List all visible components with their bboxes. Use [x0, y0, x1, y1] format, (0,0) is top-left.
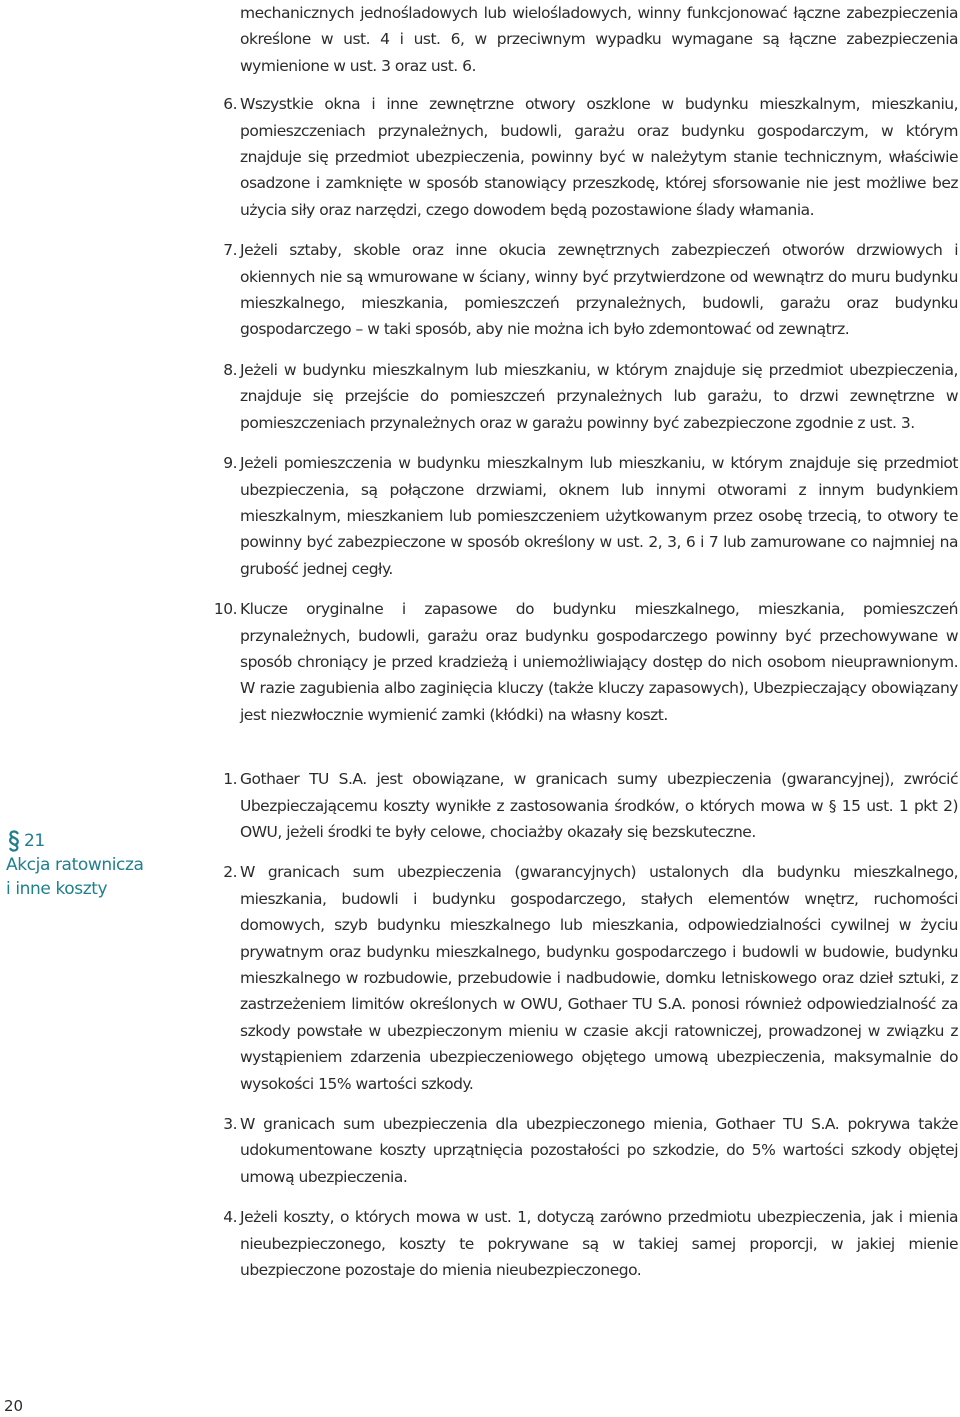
list-item-7	[223, 237, 958, 343]
item-text: Jeżeli sztaby, skoble oraz inne okucia zewnętrznych zabezpieczeń otworów drzwiowych i okiennych nie są wmurowane w ściany, winny być przytwierdzone od wewnątrz do muru budynku mieszkalnego, mieszkania, pomieszczeń przynależnych, budowli, garażu oraz budynku gospodarczego – w taki sposób, aby nie można ich było zdemontować od zewnątrz.	[240, 241, 958, 339]
section21-item-4	[223, 1204, 958, 1283]
section-sign-icon	[6, 830, 22, 852]
list-item-6	[223, 91, 958, 223]
section21-item-2	[223, 859, 958, 1097]
section21-item-3	[223, 1111, 958, 1190]
item-text: W granicach sum ubezpieczenia (gwarancyjnych) ustalonych dla budynku mieszkalnego, mieszkania, budowli i budynku gospodarczego, stałych elementów wnętrz, ruchomości domowych, szyb budynku mieszkalnego lub mieszkania, odpowiedzialności cywilnej w życiu prywatnym oraz budynku mieszkalnego, budynku gospodarczego i budowli w budowie, budynku mieszkalnego w rozbudowie, przebudowie i nadbudowie, domku letniskowego oraz dzieł sztuki, z zastrzeżeniem limitów określonych w OWU, Gothaer TU S.A. ponosi również odpowiedzialność za szkody powstałe w ubezpieczonym mieniu w czasie akcji ratowniczej, prowadzonej w związku z wystąpieniem zdarzenia ubezpieczeniowego objętego umową ubezpieczenia, maksymalnie do wysokości 15% wartości szkody.	[240, 863, 958, 1093]
page-number: 20	[4, 1397, 24, 1415]
section-title-line2: i inne koszty	[6, 879, 108, 899]
item-text: Jeżeli koszty, o których mowa w ust. 1, dotyczą zarówno przedmiotu ubezpieczenia, jak i mienia nieubezpieczonego, koszty te pokrywane są w takiej samej proporcji, w jakiej mienie ubezpieczone pozostaje do mienia nieubezpieczonego.	[240, 1208, 958, 1280]
item-text: Jeżeli w budynku mieszkalnym lub mieszkaniu, w którym znajduje się przedmiot ubezpieczenia, znajduje się przejście do pomieszczeń przynależnych lub garażu, to drzwi zewnętrzne w pomieszczeniach przynależnych oraz w garażu powinny być zabezpieczone zgodnie z ust. 3.	[240, 360, 958, 432]
item-number: 10.	[213, 600, 237, 619]
item-text: Wszystkie okna i inne zewnętrzne otwory oszklone w budynku mieszkalnym, mieszkaniu, pomieszczeniach przynależnych, budowli, garażu oraz budynku gospodarczym, w którym znajduje się przedmiot ubezpieczenia, powinny być w należytym stanie technicznym, właściwie osadzone i zamknięte w sposób stanowiący przeszkodę, której sforsowanie nie jest możliwe bez użycia siły oraz narzędzi, czego dowodem będą pozostawione ślady włamania.	[240, 95, 958, 219]
section-heading	[6, 829, 196, 901]
item-number: 3.	[223, 1115, 237, 1134]
intro-paragraph: mechanicznych jednośladowych lub wielośladowych, winny funkcjonować łączne zabezpieczenia określone w ust. 4 i ust. 6, w przeciwnym wypadku wymagane są łączne zabezpieczenia wymienione w ust. 3 oraz ust. 6.	[240, 4, 958, 75]
item-number: 7.	[223, 241, 237, 260]
list-item-8	[223, 357, 958, 436]
section-title-line1: Akcja ratownicza	[6, 855, 144, 875]
item-number: 9.	[223, 454, 237, 473]
item-number: 4.	[223, 1208, 237, 1227]
section21-item-1	[223, 766, 958, 845]
item-text: Gothaer TU S.A. jest obowiązane, w granicach sumy ubezpieczenia (gwarancyjnej), zwrócić Ubezpieczającemu koszty wynikłe z zastosowania środków, o których mowa w § 15 ust. 1 pkt 2) OWU, jeżeli środki te były celowe, chociażby okazały się bezskuteczne.	[240, 770, 958, 841]
item-number: 6.	[223, 95, 237, 114]
section-number: 21	[24, 831, 45, 851]
item-number: 8.	[223, 360, 237, 379]
main-content	[213, 0, 958, 1283]
item-text: W granicach sum ubezpieczenia dla ubezpieczonego mienia, Gothaer TU S.A. pokrywa także udokumentowane koszty uprzątnięcia pozostałości po szkodzie, do 5% wartości szkody objętej umową ubezpieczenia.	[240, 1115, 958, 1186]
list-item-9	[223, 450, 958, 582]
item-text: Klucze oryginalne i zapasowe do budynku mieszkalnego, mieszkania, pomieszczeń przynależnych, budowli, garażu oraz budynku gospodarczego powinny być przechowywane w sposób chroniący je przed kradzieżą i uniemożliwiający dostęp do nich osobom nieuprawnionym. W razie zagubienia albo zaginięcia kluczy (także kluczy zapasowych), Ubezpieczający obowiązany jest niezwłocznie wymienić zamki (kłódki) na własny koszt.	[240, 600, 958, 724]
item-number: 1.	[223, 770, 237, 789]
item-text: Jeżeli pomieszczenia w budynku mieszkalnym lub mieszkaniu, w którym znajduje się przedmiot ubezpieczenia, są połączone drzwiami, oknem lub innymi otworami z innym budynkiem mieszkalnym, mieszkaniem lub pomieszczeniem użytkowanym przez osobę trzecią, to otwory te powinny być zabezpieczone w sposób określony w ust. 2, 3, 6 i 7 lub zamurowane co najmniej na grubość jednej cegły.	[240, 454, 958, 578]
item-number: 2.	[223, 863, 237, 882]
list-item-10	[213, 596, 958, 728]
